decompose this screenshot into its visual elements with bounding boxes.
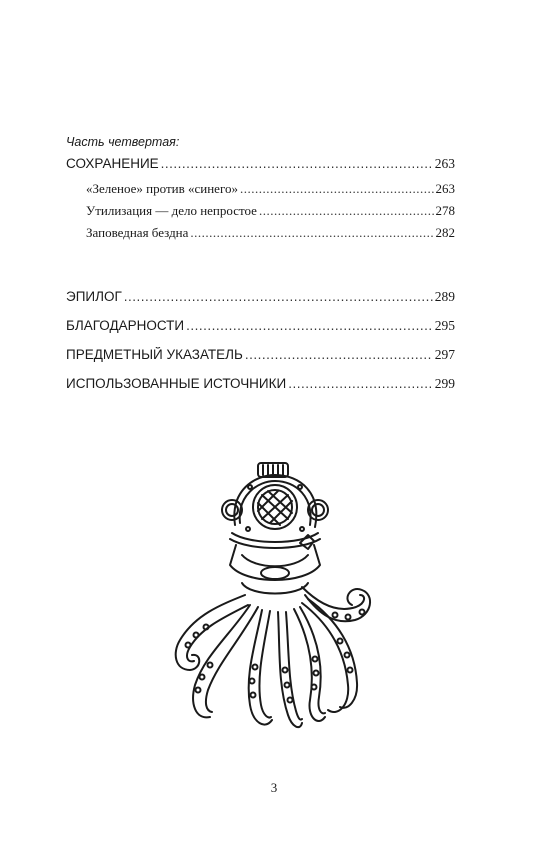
toc-backmatter-row	[66, 318, 455, 334]
toc-backmatter-title: БЛАГОДАРНОСТИ	[66, 318, 185, 333]
toc-page-number: 297	[434, 347, 455, 362]
toc-subsection-title: «Зеленое» против «синего»	[86, 181, 238, 196]
dot-leader	[190, 225, 433, 241]
toc-subsection-title: Заповедная бездна	[86, 225, 189, 240]
part-label: Часть четвертая:	[66, 135, 180, 149]
dot-leader	[288, 376, 433, 391]
toc-page-number: 299	[434, 376, 455, 391]
tentacles	[176, 587, 370, 727]
toc-backmatter-row	[66, 376, 455, 392]
toc-page-number: 263	[435, 181, 455, 196]
diving-helmet	[222, 463, 328, 594]
toc-subsection-row	[86, 181, 455, 197]
toc-backmatter-row	[66, 289, 455, 305]
page-number: 3	[270, 780, 278, 795]
toc-page-number: 282	[435, 225, 455, 240]
dot-leader	[245, 347, 433, 362]
toc-backmatter-title: ПРЕДМЕТНЫЙ УКАЗАТЕЛЬ	[66, 347, 243, 362]
dot-leader	[161, 156, 433, 171]
dot-leader	[259, 203, 434, 219]
toc-page-number: 278	[435, 203, 455, 218]
toc-subsection-row	[86, 203, 455, 219]
diver-helmet-octopus-icon	[150, 455, 400, 755]
toc-section-row	[66, 156, 455, 172]
toc-backmatter-title: ЭПИЛОГ	[66, 289, 122, 304]
toc-backmatter-title: ИСПОЛЬЗОВАННЫЕ ИСТОЧНИКИ	[66, 376, 287, 391]
dot-leader	[124, 289, 433, 304]
dot-leader	[186, 318, 433, 333]
toc-backmatter-row	[66, 347, 455, 363]
toc-section-title: СОХРАНЕНИЕ	[66, 156, 159, 171]
toc-page-number: 263	[434, 156, 455, 171]
toc-page-number: 295	[434, 318, 455, 333]
toc-subsection-row	[86, 225, 455, 241]
toc-page-number: 289	[434, 289, 455, 304]
dot-leader	[240, 181, 434, 197]
toc-subsection-title: Утилизация — дело непростое	[86, 203, 257, 218]
